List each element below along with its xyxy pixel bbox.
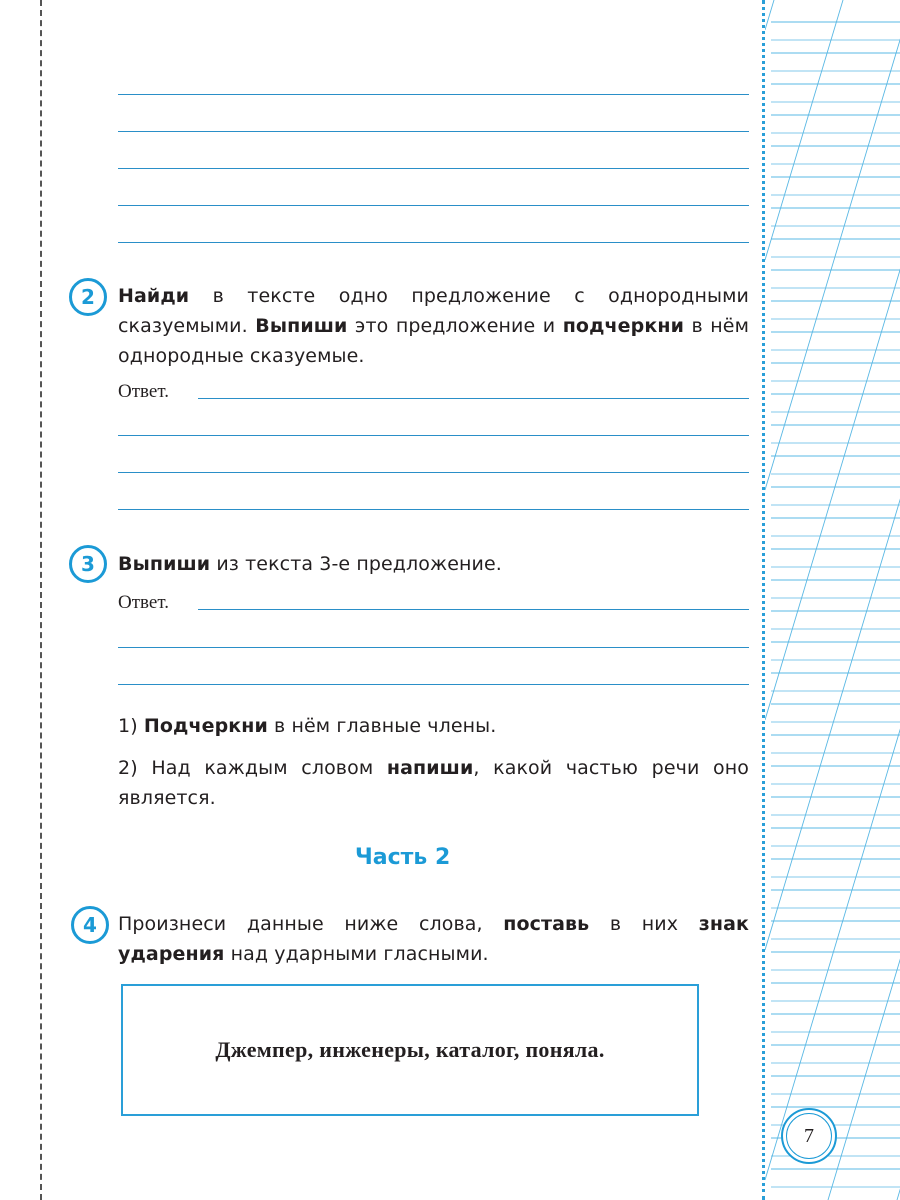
answer-line[interactable] [198, 398, 749, 399]
answer-label: Ответ. [118, 592, 169, 613]
task-3-subtask-1 [118, 711, 749, 741]
emph-place: поставь [503, 913, 590, 935]
text: над ударными гласными. [224, 943, 489, 965]
answer-line[interactable] [118, 435, 749, 436]
word-list: Джемпер, инженеры, каталог, поняла. [215, 1037, 605, 1062]
emph-stress-mark: знак ударения [118, 913, 749, 965]
cut-line [40, 0, 42, 1200]
answer-label: Ответ. [118, 381, 169, 402]
strip-slant [765, 30, 900, 490]
task-number-3: 3 [69, 545, 107, 583]
emph-write: напиши [386, 757, 474, 779]
text: в нём главные члены. [267, 715, 497, 737]
emph-underline: Подчеркни [143, 715, 268, 737]
strip-slant [765, 1180, 900, 1200]
task-4-instruction [118, 909, 749, 969]
task-number-4: 4 [71, 906, 109, 944]
answer-line[interactable] [118, 684, 749, 685]
word-box[interactable] [121, 984, 699, 1116]
text: в тексте одно предложение с однородными сказуемыми. [118, 285, 749, 337]
text: в них [589, 913, 699, 935]
task-2-instruction [118, 281, 749, 371]
strip-slant [765, 950, 900, 1200]
text: Произнеси данные ниже слова, [118, 913, 504, 935]
answer-line[interactable] [118, 647, 749, 648]
text: 2) Над каждым словом [118, 757, 387, 779]
answer-line[interactable] [118, 242, 749, 243]
text: это предложение и [347, 315, 563, 337]
answer-line[interactable] [118, 205, 749, 206]
answer-line[interactable] [118, 131, 749, 132]
margin-lines [765, 0, 900, 1200]
page-number: 7 [786, 1113, 832, 1159]
text: , какой частью речи оно является. [118, 757, 749, 809]
strip-slant [765, 490, 900, 950]
task-3-subtask-2 [118, 753, 749, 813]
text: из текста 3-е предложение. [210, 553, 502, 575]
answer-line[interactable] [118, 168, 749, 169]
answer-line[interactable] [118, 94, 749, 95]
strip-slant [765, 0, 900, 260]
strip-slant [765, 260, 900, 720]
text: 1) [118, 715, 144, 737]
emph-write-out: Выпиши [118, 553, 211, 575]
part-title: Часть 2 [355, 845, 451, 870]
answer-line[interactable] [118, 472, 749, 473]
strip-slant [765, 0, 900, 30]
emph-write-out: Выпиши [255, 315, 348, 337]
margin-ruled-strip [762, 0, 900, 1200]
emph-find: Найди [118, 285, 190, 307]
emph-underline: подчеркни [562, 315, 684, 337]
answer-line[interactable] [118, 509, 749, 510]
answer-line[interactable] [198, 609, 749, 610]
text: в нём однородные сказуемые. [118, 315, 750, 367]
strip-slant [765, 720, 900, 1180]
task-number-2: 2 [69, 278, 107, 316]
page-number-badge [781, 1108, 837, 1164]
task-3-instruction [118, 549, 749, 579]
